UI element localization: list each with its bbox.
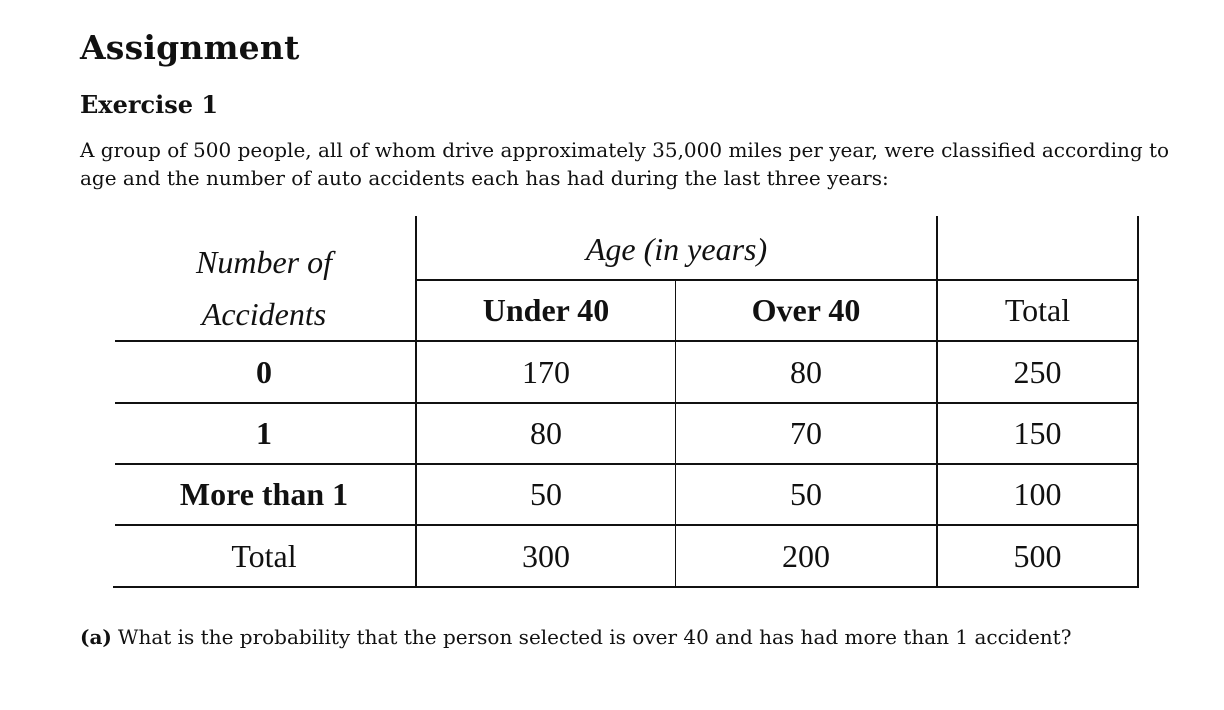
table-cell: 300 bbox=[522, 537, 570, 574]
exercise-title: Exercise 1 bbox=[80, 90, 219, 119]
question-text: What is the probability that the person selected is over 40 and has had more than 1 accident? bbox=[117, 625, 1072, 649]
table-cell: 250 bbox=[1013, 353, 1062, 390]
row-label: More than 1 bbox=[179, 476, 349, 512]
column-header-under-40: Under 40 bbox=[482, 292, 610, 328]
row-label: 0 bbox=[256, 353, 272, 390]
table-cell: 70 bbox=[790, 415, 822, 451]
row-label: 1 bbox=[256, 415, 272, 451]
table-cell: 50 bbox=[530, 476, 562, 512]
table-cell: 150 bbox=[1013, 415, 1062, 451]
problem-text-line-2: age and the number of auto accidents each has had during the last three years: bbox=[80, 166, 889, 190]
column-header-over-40: Over 40 bbox=[751, 292, 861, 328]
row-header-accidents: Accidents bbox=[201, 295, 327, 332]
age-group-header: Age (in years) bbox=[585, 230, 768, 267]
question-label: (a) bbox=[80, 625, 112, 649]
row-header-number-of: Number of bbox=[196, 243, 332, 280]
page-title: Assignment bbox=[80, 28, 300, 67]
table-cell: 500 bbox=[1013, 537, 1062, 574]
problem-text-line-1: A group of 500 people, all of whom drive approximately 35,000 miles per year, were classified according to bbox=[80, 138, 1170, 162]
table-cell: 100 bbox=[1013, 476, 1062, 512]
table-hline-bottom bbox=[113, 586, 1139, 588]
row-label-total: Total bbox=[231, 537, 297, 574]
question-a bbox=[80, 625, 1071, 649]
accidents-table bbox=[113, 216, 1139, 588]
column-header-total: Total bbox=[1004, 292, 1071, 328]
table-cell: 50 bbox=[790, 476, 822, 512]
table-cell: 80 bbox=[530, 415, 562, 451]
problem-text bbox=[80, 136, 1180, 192]
table-cell: 80 bbox=[790, 353, 822, 390]
table-cell: 200 bbox=[782, 537, 830, 574]
table-cell: 170 bbox=[522, 353, 570, 390]
